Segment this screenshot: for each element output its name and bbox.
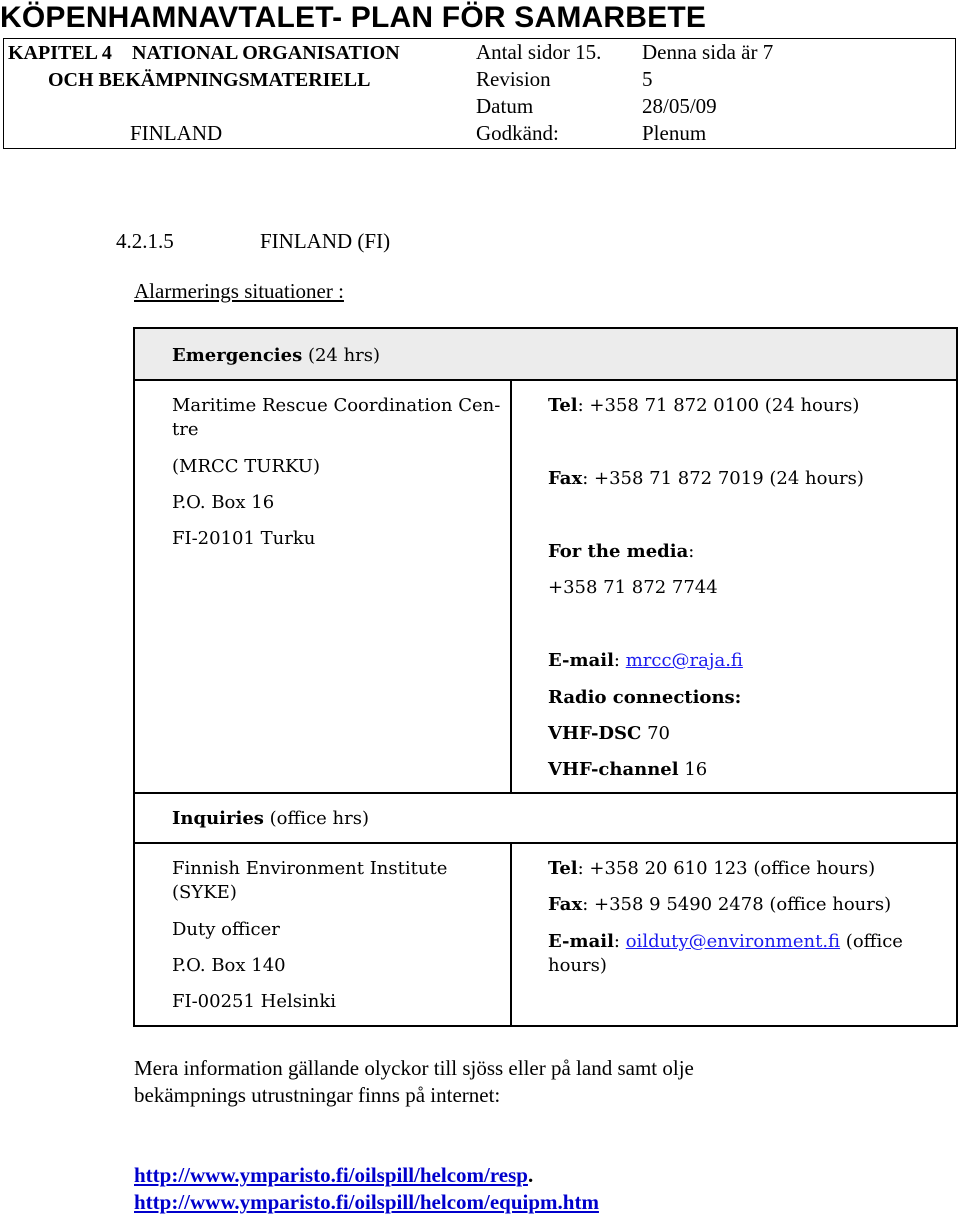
- email-note: (office: [840, 931, 903, 952]
- email-sep: :: [613, 931, 626, 952]
- date-value: 28/05/09: [642, 94, 717, 118]
- column-divider: [510, 842, 512, 1025]
- inquiries-heading: [172, 807, 369, 831]
- inquiries-email: [548, 930, 903, 954]
- inquiries-heading-hours: (office hrs): [263, 808, 369, 829]
- vhf-channel-label: VHF-channel: [548, 759, 679, 780]
- chapter-title-line2: OCH BEKÄMPNINGSMATERIELL: [48, 69, 371, 91]
- revision-label: Revision: [476, 67, 551, 91]
- media-colon: :: [688, 541, 695, 562]
- emergency-media: [548, 540, 694, 564]
- fax-value: : +358 9 5490 2478 (office hours): [582, 894, 892, 915]
- email-link[interactable]: mrcc@raja.fi: [625, 650, 743, 671]
- emergency-heading-hours: (24 hrs): [302, 345, 381, 366]
- media-phone: +358 71 872 7744: [548, 577, 718, 598]
- email-label: E-mail: [548, 931, 614, 952]
- email-link[interactable]: oilduty@environment.fi: [625, 931, 841, 952]
- section-number: 4.2.1.5: [116, 229, 174, 253]
- emergency-org-line: P.O. Box 16: [172, 492, 275, 513]
- emergency-heading-bold: Emergencies: [172, 345, 303, 366]
- chapter-label: KAPITEL 4: [8, 42, 112, 64]
- column-divider: [510, 379, 512, 792]
- url-line2: [134, 1190, 599, 1215]
- vhf-dsc-label: VHF-DSC: [548, 723, 642, 744]
- tel-label: Tel: [548, 395, 578, 416]
- table-divider: [135, 842, 956, 844]
- section-title: FINLAND (FI): [260, 229, 391, 253]
- emergency-heading: [172, 344, 380, 368]
- date-label: Datum: [476, 94, 534, 118]
- url-line1: [134, 1163, 533, 1188]
- fax-label: Fax: [548, 468, 583, 489]
- document-title: KÖPENHAMNAVTALET- PLAN FÖR SAMARBETE: [0, 1, 707, 34]
- vhf-dsc: [548, 722, 670, 746]
- inquiries-org-line: Duty officer: [172, 919, 280, 940]
- chapter-title-line1: NATIONAL ORGANISATION: [132, 42, 400, 64]
- emergency-org-line: Maritime Rescue Coordination Cen-: [172, 395, 501, 416]
- inquiries-org-line: Finnish Environment Institute: [172, 858, 448, 879]
- country-label: FINLAND: [130, 121, 223, 145]
- emergency-email: [548, 649, 743, 673]
- current-page: Denna sida är 7: [642, 40, 774, 64]
- inquiries-fax: [548, 893, 891, 917]
- vhf-channel-value: 16: [678, 759, 708, 780]
- contact-table: [133, 327, 958, 1027]
- inquiries-org-line: FI-00251 Helsinki: [172, 991, 337, 1012]
- fax-value: : +358 71 872 7019 (24 hours): [582, 468, 864, 489]
- email-sep: :: [613, 650, 626, 671]
- revision-value: 5: [642, 67, 653, 91]
- inquiries-org-line: P.O. Box 140: [172, 955, 286, 976]
- emergency-org-line: FI-20101 Turku: [172, 528, 316, 549]
- tel-value: : +358 71 872 0100 (24 hours): [577, 395, 860, 416]
- url-period: .: [527, 1163, 534, 1187]
- section-subtitle: Alarmerings situationer :: [134, 279, 344, 303]
- email-note-continued: hours): [548, 955, 607, 976]
- email-label: E-mail: [548, 650, 614, 671]
- vhf-channel: [548, 758, 707, 782]
- tel-label: Tel: [548, 858, 578, 879]
- inquiries-org-line: (SYKE): [172, 882, 237, 903]
- emergency-org-line: tre: [172, 419, 199, 440]
- emergency-org-line: (MRCC TURKU): [172, 456, 320, 477]
- info-text-line2: bekämpnings utrustningar finns på internet:: [134, 1083, 501, 1107]
- tel-value: : +358 20 610 123 (office hours): [577, 858, 876, 879]
- radio-connections-label: Radio connections:: [548, 687, 742, 708]
- fax-label: Fax: [548, 894, 583, 915]
- inquiries-tel: [548, 857, 875, 881]
- page-count: Antal sidor 15.: [476, 40, 602, 64]
- inquiries-heading-bold: Inquiries: [172, 808, 264, 829]
- media-label: For the media: [548, 541, 689, 562]
- vhf-dsc-value: 70: [641, 723, 670, 744]
- approved-label: Godkänd:: [476, 121, 559, 145]
- table-divider: [135, 379, 956, 381]
- info-text-line1: Mera information gällande olyckor till sjöss eller på land samt olje: [134, 1056, 694, 1080]
- response-url-link[interactable]: http://www.ymparisto.fi/oilspill/helcom/resp: [134, 1163, 528, 1187]
- approved-value: Plenum: [642, 121, 707, 145]
- emergency-tel: [548, 394, 859, 418]
- emergency-fax: [548, 467, 864, 491]
- equipment-url-link[interactable]: http://www.ymparisto.fi/oilspill/helcom/equipm.htm: [134, 1190, 599, 1214]
- table-divider: [135, 792, 956, 794]
